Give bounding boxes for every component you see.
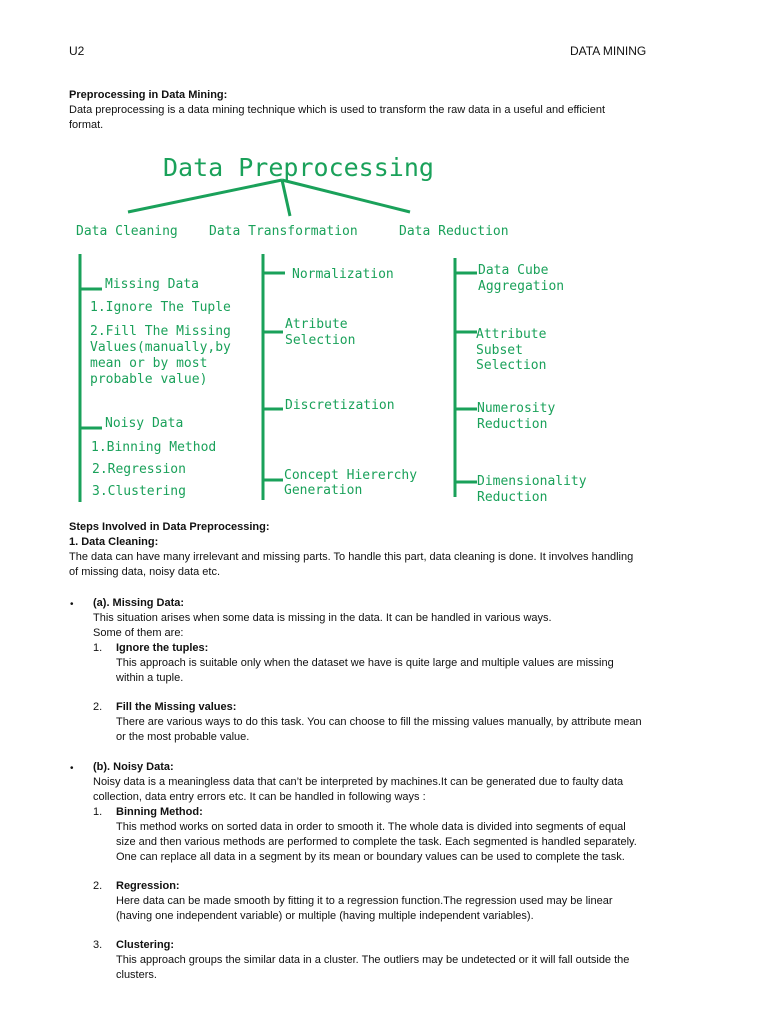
col-reduction-header: Data Reduction	[399, 224, 509, 239]
header-subject: DATA MINING	[570, 44, 647, 58]
transform-atribute: Atribute	[285, 317, 348, 332]
noisy-item1-line-3: One can replace all data in a segment by its mean or boundary values can be used to complete the task.	[116, 851, 625, 863]
reduction-aggregation: Aggregation	[478, 279, 565, 294]
intro-line-1: Data preprocessing is a data mining technique which is used to transform the raw data in a useful and efficient	[69, 104, 606, 116]
missing-item2-number: 2.	[93, 701, 103, 713]
noisy-item3-title: Clustering:	[116, 939, 175, 951]
intro-line-2: format.	[69, 119, 104, 131]
col-cleaning-header: Data Cleaning	[76, 224, 178, 239]
cleaning-regression: 2.Regression	[92, 462, 186, 477]
missing-title: (a). Missing Data:	[93, 597, 185, 609]
noisy-item3-line-2: clusters.	[116, 969, 157, 981]
transform-discretization: Discretization	[285, 398, 395, 413]
missing-line-2: Some of them are:	[93, 627, 184, 639]
cleaning-fill-mean: mean or by most	[90, 356, 208, 371]
cleaning-title: 1. Data Cleaning:	[69, 536, 159, 548]
reduction-dimensionality: Dimensionality	[477, 474, 587, 489]
diagram-branches	[128, 180, 410, 216]
cleaning-noisy-data: Noisy Data	[105, 416, 184, 431]
cleaning-fill-missing: 2.Fill The Missing	[90, 324, 231, 339]
noisy-item1-number: 1.	[93, 806, 103, 818]
transform-normalization: Normalization	[292, 267, 394, 282]
intro-title: Preprocessing in Data Mining:	[69, 89, 228, 101]
missing-item2-line-2: or the most probable value.	[116, 731, 250, 743]
missing-bullet: •	[70, 599, 74, 610]
cleaning-fill-values: Values(manually,by	[90, 340, 231, 355]
steps-title: Steps Involved in Data Preprocessing:	[69, 521, 270, 533]
missing-item1-number: 1.	[93, 642, 103, 654]
reduction-subset: Subset	[476, 343, 523, 358]
reduction-dimensionality-reduction: Reduction	[477, 490, 548, 505]
cleaning-ignore-tuple: 1.Ignore The Tuple	[90, 300, 231, 315]
col-transformation-header: Data Transformation	[209, 224, 358, 239]
cleaning-binning: 1.Binning Method	[91, 440, 217, 455]
header-unit: U2	[69, 44, 85, 58]
reduction-selection: Selection	[476, 358, 547, 373]
reduction-data-cube: Data Cube	[478, 263, 549, 278]
noisy-line-2: collection, data entry errors etc. It can be handled in following ways :	[93, 791, 426, 803]
noisy-item2-line-1: Here data can be made smooth by fitting it to a regression function.The regression used may be linear	[116, 895, 613, 907]
missing-item2-line-1: There are various ways to do this task. You can choose to fill the missing values manually, by attribute mean	[116, 716, 642, 728]
reduction-attribute: Attribute	[476, 327, 547, 342]
missing-item2-title: Fill the Missing values:	[116, 701, 237, 713]
missing-item1-line-1: This approach is suitable only when the dataset we have is quite large and multiple values are missing	[116, 657, 614, 669]
transform-generation: Generation	[284, 483, 363, 498]
transform-concept-hierarchy: Concept Hiererchy	[284, 468, 418, 483]
missing-line-1: This situation arises when some data is missing in the data. It can be handled in various ways.	[93, 612, 552, 624]
noisy-item3-line-1: This approach groups the similar data in a cluster. The outliers may be undetected or it will fall outside the	[116, 954, 630, 966]
noisy-item2-number: 2.	[93, 880, 103, 892]
transform-selection: Selection	[285, 333, 356, 348]
noisy-item1-line-2: size and then various methods are performed to complete the task. Each segmented is handled separately.	[116, 836, 637, 848]
cleaning-missing-data: Missing Data	[105, 277, 199, 292]
diagram-title: Data Preprocessing	[163, 153, 434, 182]
missing-item1-line-2: within a tuple.	[116, 672, 184, 684]
cleaning-line-2: of missing data, noisy data etc.	[69, 566, 221, 578]
reduction-numerosity: Numerosity	[477, 401, 556, 416]
noisy-title: (b). Noisy Data:	[93, 761, 174, 773]
noisy-item1-title: Binning Method:	[116, 806, 203, 818]
cleaning-line-1: The data can have many irrelevant and missing parts. To handle this part, data cleaning is done. It involves handling	[69, 551, 634, 563]
noisy-line-1: Noisy data is a meaningless data that can’t be interpreted by machines.It can be generated due to faulty data	[93, 776, 624, 788]
noisy-item3-number: 3.	[93, 939, 103, 951]
noisy-item1-line-1: This method works on sorted data in order to smooth it. The whole data is divided into segments of equal	[116, 821, 626, 833]
noisy-bullet: •	[70, 763, 74, 774]
cleaning-fill-probable: probable value)	[90, 372, 208, 387]
cleaning-clustering: 3.Clustering	[92, 484, 186, 499]
noisy-item2-line-2: (having one independent variable) or multiple (having multiple independent variables).	[116, 910, 534, 922]
missing-item1-title: Ignore the tuples:	[116, 642, 209, 654]
noisy-item2-title: Regression:	[116, 880, 180, 892]
reduction-numerosity-reduction: Reduction	[477, 417, 548, 432]
preprocessing-diagram	[0, 140, 768, 510]
